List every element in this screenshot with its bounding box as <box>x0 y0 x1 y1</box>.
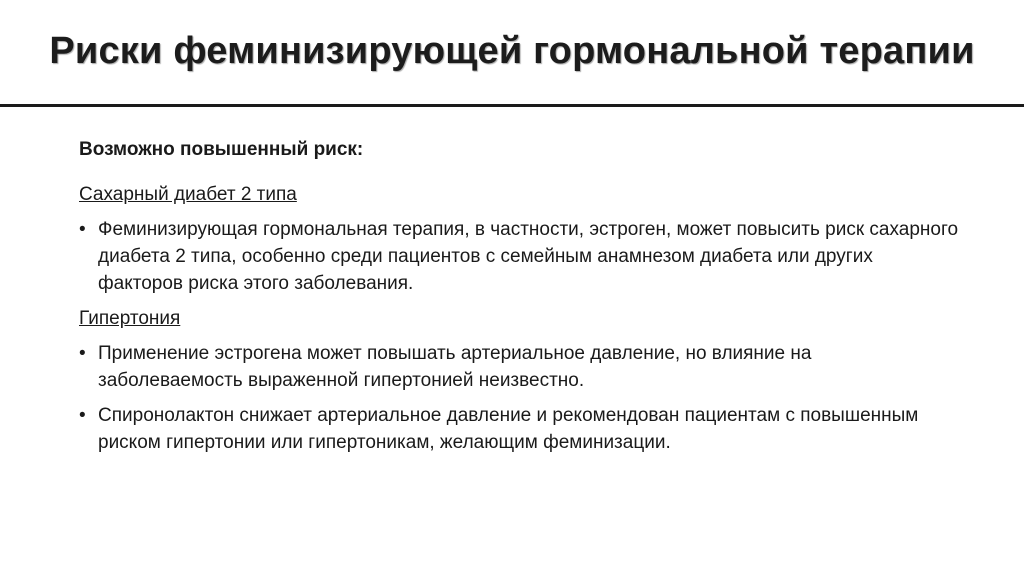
bullet-list-hypertension <box>79 340 959 456</box>
list-item <box>79 216 959 297</box>
bullet-text: Феминизирующая гормональная терапия, в частности, эстроген, может повысить риск сахарного диабета 2 типа, особенно среди пациентов с семейным анамнезом диабета или других факторов риска этого заболевания. <box>98 219 959 294</box>
bullet-icon: • <box>79 343 86 364</box>
bullet-list-diabetes <box>79 216 959 297</box>
slide-title: Риски феминизирующей гормональной терапии <box>49 30 975 72</box>
list-item <box>79 340 959 394</box>
subheading: Возможно повышенный риск: <box>79 139 364 160</box>
list-item <box>79 402 959 456</box>
topic-diabetes: Сахарный диабет 2 типа <box>79 184 297 205</box>
bullet-icon: • <box>79 219 86 240</box>
topic-hypertension: Гипертония <box>79 308 181 329</box>
bullet-text: Применение эстрогена может повышать артериальное давление, но влияние на заболеваемость выраженной гипертонией неизвестно. <box>98 343 812 391</box>
title-divider <box>0 104 1024 107</box>
slide-content <box>79 136 959 464</box>
bullet-text: Спиронолактон снижает артериальное давление и рекомендован пациентам с повышенным риском гипертонии или гипертоникам, желающим феминизации. <box>98 405 919 453</box>
bullet-icon: • <box>79 405 86 426</box>
